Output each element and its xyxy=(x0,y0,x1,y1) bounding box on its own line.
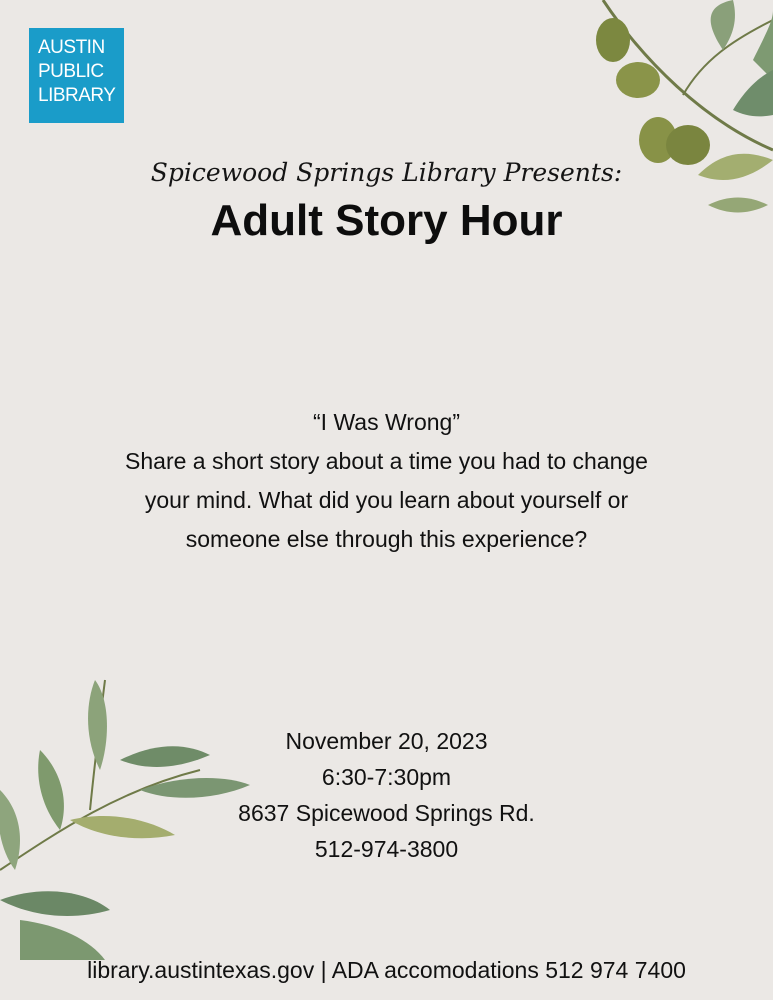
footer-contact: library.austintexas.gov | ADA accomodations 512 974 7400 xyxy=(87,957,686,983)
event-address: 8637 Spicewood Springs Rd. xyxy=(238,800,535,826)
event-title: Adult Story Hour xyxy=(210,196,563,245)
event-phone: 512-974-3800 xyxy=(314,836,459,862)
prompt-heading: “I Was Wrong” xyxy=(313,409,460,435)
prompt-body: Share a short story about a time you had to change your mind. What did you learn about yourself or someone else through this experience? xyxy=(125,448,648,552)
austin-public-library-logo xyxy=(29,28,124,123)
logo-line-library: LIBRARY xyxy=(38,85,116,106)
story-prompt xyxy=(120,403,653,559)
presenter-subtitle: Spicewood Springs Library Presents: xyxy=(150,158,623,187)
logo-line-austin: AUSTIN xyxy=(38,37,105,58)
event-time: 6:30-7:30pm xyxy=(321,764,452,790)
olive-branch-icon xyxy=(533,0,773,225)
logo-line-public: PUBLIC xyxy=(38,61,104,82)
event-details xyxy=(0,723,773,867)
event-date: November 20, 2023 xyxy=(285,728,488,754)
